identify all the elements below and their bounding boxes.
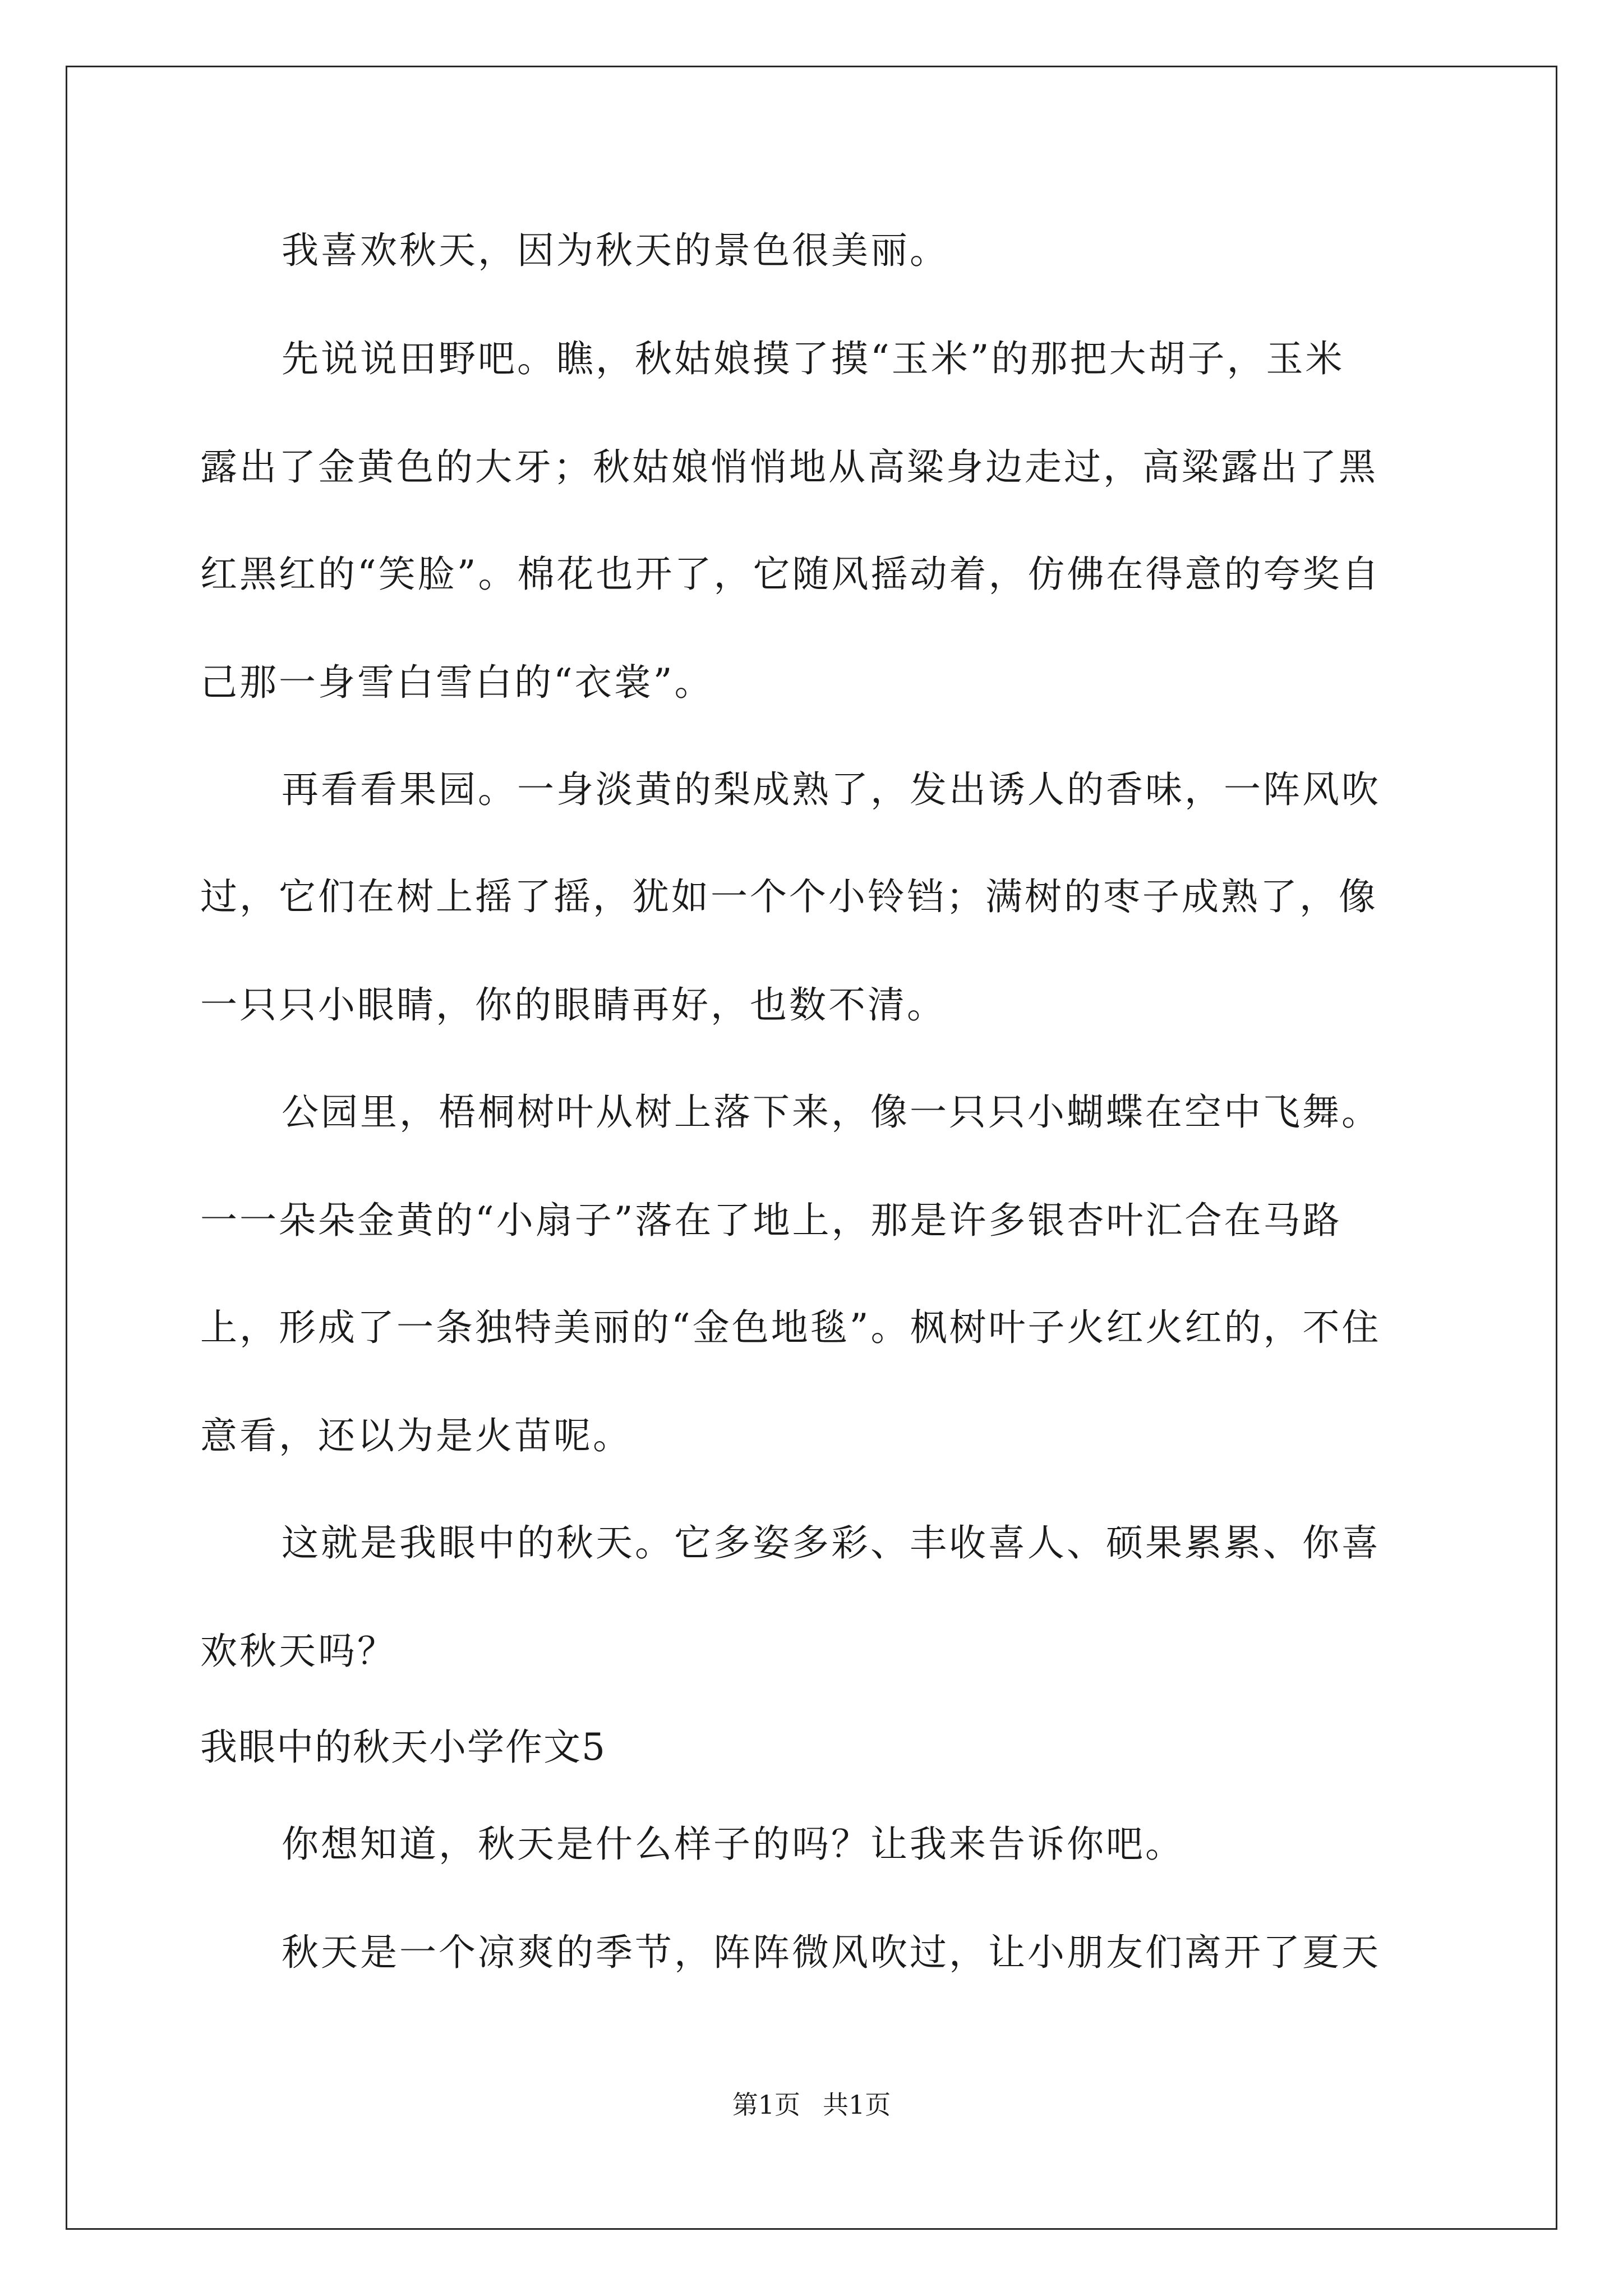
paragraph-line: 这就是我眼中的秋天。它多姿多彩、丰收喜人、硕果累累、你喜 [282,1521,1381,1565]
paragraph-line: 过，它们在树上摇了摇，犹如一个个小铃铛；满树的枣子成熟了，像 [200,875,1378,918]
paragraph-line: 一只只小眼睛，你的眼睛再好，也数不清。 [200,983,946,1027]
page-border [66,66,1557,2230]
paragraph-line: 秋天是一个凉爽的季节，阵阵微风吹过，让小朋友们离开了夏天 [282,1931,1381,1974]
paragraph-line: 上，形成了一条独特美丽的“金色地毯”。枫树叶子火红火红的，不住 [200,1306,1381,1349]
page-number: 第1页 [732,2090,800,2120]
section-heading: 我眼中的秋天小学作文5 [200,1726,606,1769]
paragraph-line: 我喜欢秋天，因为秋天的景色很美丽。 [282,229,949,272]
paragraph-line: 你想知道，秋天是什么样子的吗？让我来告诉你吧。 [282,1823,1184,1866]
paragraph-line: 先说说田野吧。瞧，秋姑娘摸了摸“玉米”的那把大胡子，玉米 [282,337,1345,380]
paragraph-line: 再看看果园。一身淡黄的梨成熟了，发出诱人的香味，一阵风吹 [282,768,1381,811]
page-footer [0,2088,1623,2122]
paragraph-line: 一一朵朵金黄的“小扇子”落在了地上，那是许多银杏叶汇合在马路 [200,1199,1342,1242]
page-total: 共1页 [823,2090,891,2120]
paragraph-line: 红黑红的“笑脸”。棉花也开了，它随风摇动着，仿佛在得意的夸奖自 [200,553,1381,596]
paragraph-line: 公园里，梧桐树叶从树上落下来，像一只只小蝴蝶在空中飞舞。 [282,1091,1381,1134]
paragraph-line: 意看，还以为是火苗呢。 [200,1414,632,1457]
paragraph-line: 露出了金黄色的大牙；秋姑娘悄悄地从高粱身边走过，高粱露出了黑 [200,445,1378,489]
paragraph-line: 己那一身雪白雪白的“衣裳”。 [200,661,714,704]
paragraph-line: 欢秋天吗？ [200,1630,396,1673]
